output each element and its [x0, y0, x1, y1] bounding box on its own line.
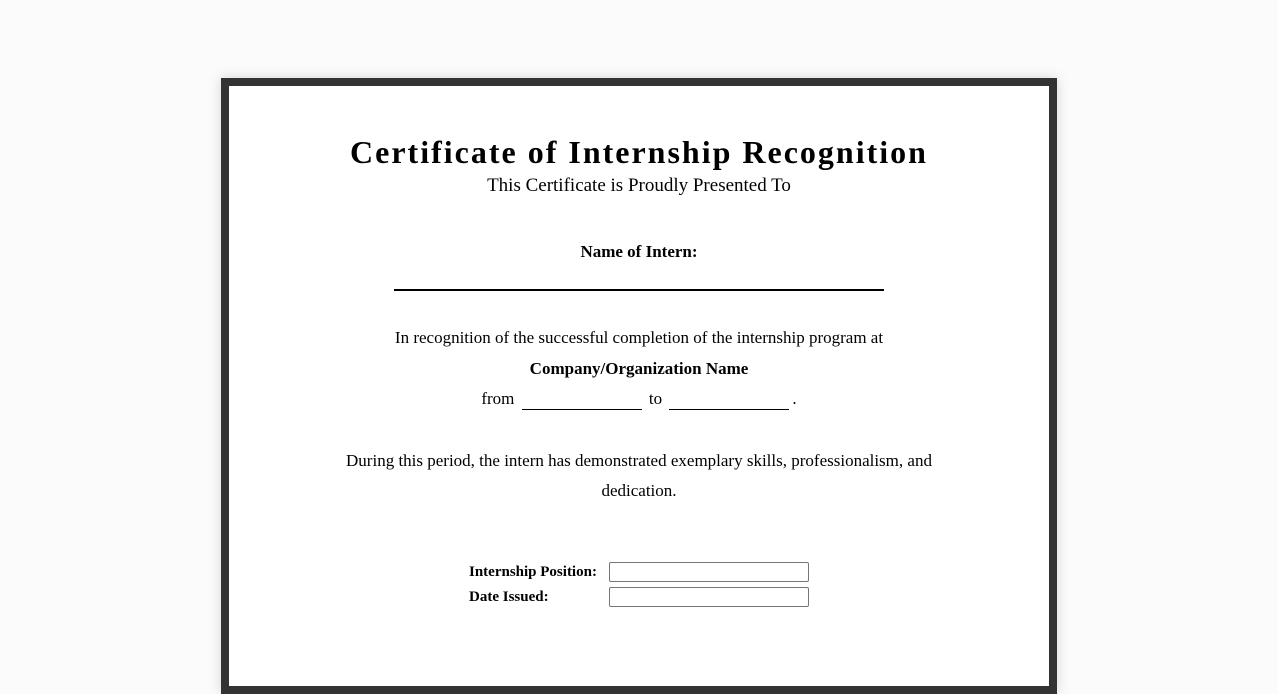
certificate-frame — [221, 78, 1057, 694]
intern-name-label: Name of Intern: — [580, 242, 698, 261]
certificate-title: Certificate of Internship Recognition — [350, 134, 928, 170]
end-date-blank — [669, 391, 789, 410]
recognition-text: In recognition of the successful completion of the internship program at — [394, 328, 884, 347]
demonstrated-text: During this period, the intern has demonstrated exemplary skills, professionalism, and dedication. — [346, 451, 932, 500]
from-label: from — [481, 389, 515, 408]
date-issued-input[interactable] — [609, 587, 809, 607]
certificate-subtitle: This Certificate is Proudly Presented To — [487, 175, 791, 196]
position-label: Internship Position: — [469, 563, 597, 580]
certificate-fields — [469, 559, 809, 609]
position-row — [469, 559, 809, 584]
internship-dates — [229, 388, 1049, 410]
position-input[interactable] — [609, 562, 809, 582]
company-name: Company/Organization Name — [529, 359, 749, 378]
intern-name-line — [394, 289, 884, 291]
date-issued-row — [469, 584, 809, 609]
start-date-blank — [522, 391, 642, 410]
to-label: to — [648, 389, 663, 408]
period-end: . — [792, 389, 797, 408]
date-issued-label: Date Issued: — [469, 588, 549, 605]
